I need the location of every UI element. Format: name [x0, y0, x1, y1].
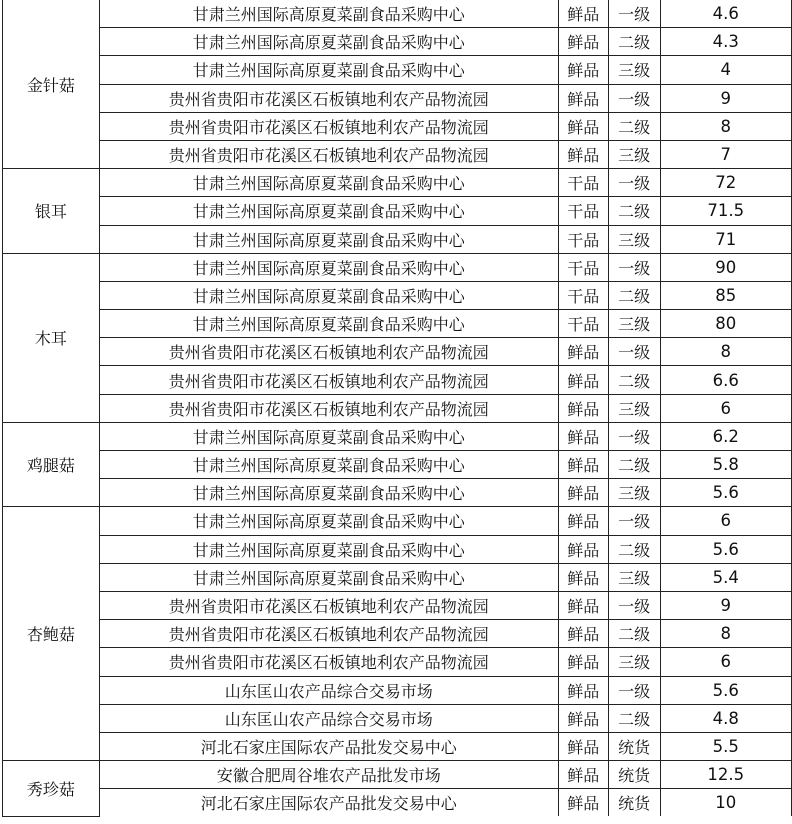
table-row — [3, 84, 792, 112]
type-cell: 鲜品 — [558, 451, 608, 479]
table-row — [3, 310, 792, 338]
price-cell: 6.6 — [660, 366, 791, 394]
table-row — [3, 0, 792, 28]
price-table — [2, 0, 792, 817]
market-cell: 甘肃兰州国际高原夏菜副食品采购中心 — [99, 28, 558, 56]
market-cell: 贵州省贵阳市花溪区石板镇地利农产品物流园 — [99, 591, 558, 619]
grade-cell: 三级 — [608, 394, 660, 422]
price-cell: 5.5 — [660, 732, 791, 760]
market-cell: 甘肃兰州国际高原夏菜副食品采购中心 — [99, 535, 558, 563]
grade-cell: 三级 — [608, 310, 660, 338]
table-row — [3, 366, 792, 394]
market-cell: 甘肃兰州国际高原夏菜副食品采购中心 — [99, 563, 558, 591]
grade-cell: 二级 — [608, 281, 660, 309]
table-row — [3, 591, 792, 619]
table-row — [3, 140, 792, 168]
table-row — [3, 761, 792, 789]
price-cell: 80 — [660, 310, 791, 338]
table-row — [3, 451, 792, 479]
price-cell: 6 — [660, 507, 791, 535]
price-cell: 4.3 — [660, 28, 791, 56]
type-cell: 鲜品 — [558, 84, 608, 112]
price-cell: 6.2 — [660, 422, 791, 450]
price-cell: 8 — [660, 338, 791, 366]
market-cell: 甘肃兰州国际高原夏菜副食品采购中心 — [99, 253, 558, 281]
price-cell: 72 — [660, 169, 791, 197]
market-cell: 甘肃兰州国际高原夏菜副食品采购中心 — [99, 56, 558, 84]
type-cell: 鲜品 — [558, 789, 608, 817]
grade-cell: 统货 — [608, 761, 660, 789]
price-cell: 71.5 — [660, 197, 791, 225]
table-row — [3, 732, 792, 760]
table-row — [3, 169, 792, 197]
table-row — [3, 281, 792, 309]
grade-cell: 二级 — [608, 620, 660, 648]
product-name-cell: 金针菇 — [3, 0, 100, 169]
price-cell: 12.5 — [660, 761, 791, 789]
grade-cell: 一级 — [608, 591, 660, 619]
grade-cell: 统货 — [608, 732, 660, 760]
table-row — [3, 507, 792, 535]
product-name-cell: 杏鲍菇 — [3, 507, 100, 761]
grade-cell: 一级 — [608, 338, 660, 366]
type-cell: 鲜品 — [558, 394, 608, 422]
type-cell: 鲜品 — [558, 422, 608, 450]
market-cell: 贵州省贵阳市花溪区石板镇地利农产品物流园 — [99, 620, 558, 648]
market-cell: 贵州省贵阳市花溪区石板镇地利农产品物流园 — [99, 140, 558, 168]
price-cell: 5.6 — [660, 479, 791, 507]
grade-cell: 三级 — [608, 56, 660, 84]
type-cell: 干品 — [558, 310, 608, 338]
table-row — [3, 422, 792, 450]
table-row — [3, 56, 792, 84]
table-row — [3, 197, 792, 225]
price-cell: 4 — [660, 56, 791, 84]
market-cell: 贵州省贵阳市花溪区石板镇地利农产品物流园 — [99, 366, 558, 394]
price-cell: 9 — [660, 591, 791, 619]
grade-cell: 二级 — [608, 366, 660, 394]
type-cell: 鲜品 — [558, 648, 608, 676]
table-row — [3, 563, 792, 591]
table-row — [3, 225, 792, 253]
grade-cell: 一级 — [608, 0, 660, 28]
price-cell: 90 — [660, 253, 791, 281]
product-name-cell: 木耳 — [3, 253, 100, 422]
table-row — [3, 112, 792, 140]
grade-cell: 三级 — [608, 563, 660, 591]
type-cell: 鲜品 — [558, 761, 608, 789]
table-row — [3, 676, 792, 704]
price-cell: 7 — [660, 140, 791, 168]
price-cell: 5.6 — [660, 535, 791, 563]
type-cell: 鲜品 — [558, 28, 608, 56]
type-cell: 鲜品 — [558, 56, 608, 84]
price-cell: 9 — [660, 84, 791, 112]
market-cell: 贵州省贵阳市花溪区石板镇地利农产品物流园 — [99, 338, 558, 366]
market-cell: 安徽合肥周谷堆农产品批发市场 — [99, 761, 558, 789]
market-cell: 贵州省贵阳市花溪区石板镇地利农产品物流园 — [99, 648, 558, 676]
type-cell: 干品 — [558, 281, 608, 309]
market-cell: 甘肃兰州国际高原夏菜副食品采购中心 — [99, 169, 558, 197]
market-cell: 贵州省贵阳市花溪区石板镇地利农产品物流园 — [99, 84, 558, 112]
product-name-cell: 鸡腿菇 — [3, 422, 100, 507]
grade-cell: 统货 — [608, 789, 660, 817]
product-name-cell: 秀珍菇 — [3, 761, 100, 817]
price-cell: 4.8 — [660, 704, 791, 732]
market-cell: 甘肃兰州国际高原夏菜副食品采购中心 — [99, 281, 558, 309]
price-cell: 4.6 — [660, 0, 791, 28]
type-cell: 鲜品 — [558, 366, 608, 394]
type-cell: 鲜品 — [558, 591, 608, 619]
market-cell: 甘肃兰州国际高原夏菜副食品采购中心 — [99, 0, 558, 28]
table-row — [3, 28, 792, 56]
table-row — [3, 479, 792, 507]
product-name-cell: 银耳 — [3, 169, 100, 254]
market-cell: 山东匡山农产品综合交易市场 — [99, 676, 558, 704]
type-cell: 鲜品 — [558, 507, 608, 535]
grade-cell: 一级 — [608, 169, 660, 197]
type-cell: 鲜品 — [558, 676, 608, 704]
type-cell: 干品 — [558, 225, 608, 253]
market-cell: 贵州省贵阳市花溪区石板镇地利农产品物流园 — [99, 112, 558, 140]
type-cell: 鲜品 — [558, 704, 608, 732]
market-cell: 甘肃兰州国际高原夏菜副食品采购中心 — [99, 310, 558, 338]
grade-cell: 三级 — [608, 648, 660, 676]
table-row — [3, 338, 792, 366]
type-cell: 鲜品 — [558, 732, 608, 760]
grade-cell: 一级 — [608, 253, 660, 281]
table-row — [3, 648, 792, 676]
price-cell: 6 — [660, 394, 791, 422]
type-cell: 鲜品 — [558, 112, 608, 140]
type-cell: 鲜品 — [558, 620, 608, 648]
grade-cell: 二级 — [608, 535, 660, 563]
price-cell: 85 — [660, 281, 791, 309]
table-row — [3, 394, 792, 422]
market-cell: 甘肃兰州国际高原夏菜副食品采购中心 — [99, 197, 558, 225]
table-row — [3, 789, 792, 817]
grade-cell: 一级 — [608, 422, 660, 450]
price-cell: 8 — [660, 112, 791, 140]
table-row — [3, 620, 792, 648]
grade-cell: 二级 — [608, 704, 660, 732]
grade-cell: 一级 — [608, 507, 660, 535]
price-cell: 71 — [660, 225, 791, 253]
price-cell: 6 — [660, 648, 791, 676]
price-cell: 5.4 — [660, 563, 791, 591]
price-cell: 5.8 — [660, 451, 791, 479]
market-cell: 甘肃兰州国际高原夏菜副食品采购中心 — [99, 507, 558, 535]
grade-cell: 二级 — [608, 197, 660, 225]
market-cell: 甘肃兰州国际高原夏菜副食品采购中心 — [99, 422, 558, 450]
table-row — [3, 253, 792, 281]
market-cell: 河北石家庄国际农产品批发交易中心 — [99, 732, 558, 760]
table-row — [3, 704, 792, 732]
grade-cell: 三级 — [608, 225, 660, 253]
market-cell: 河北石家庄国际农产品批发交易中心 — [99, 789, 558, 817]
grade-cell: 二级 — [608, 112, 660, 140]
type-cell: 鲜品 — [558, 0, 608, 28]
type-cell: 干品 — [558, 197, 608, 225]
grade-cell: 一级 — [608, 676, 660, 704]
market-cell: 山东匡山农产品综合交易市场 — [99, 704, 558, 732]
grade-cell: 二级 — [608, 28, 660, 56]
grade-cell: 三级 — [608, 140, 660, 168]
price-cell: 10 — [660, 789, 791, 817]
price-cell: 5.6 — [660, 676, 791, 704]
type-cell: 鲜品 — [558, 479, 608, 507]
type-cell: 鲜品 — [558, 140, 608, 168]
market-cell: 甘肃兰州国际高原夏菜副食品采购中心 — [99, 225, 558, 253]
market-cell: 贵州省贵阳市花溪区石板镇地利农产品物流园 — [99, 394, 558, 422]
price-cell: 8 — [660, 620, 791, 648]
grade-cell: 二级 — [608, 451, 660, 479]
type-cell: 干品 — [558, 253, 608, 281]
grade-cell: 三级 — [608, 479, 660, 507]
type-cell: 鲜品 — [558, 535, 608, 563]
type-cell: 干品 — [558, 169, 608, 197]
type-cell: 鲜品 — [558, 338, 608, 366]
type-cell: 鲜品 — [558, 563, 608, 591]
market-cell: 甘肃兰州国际高原夏菜副食品采购中心 — [99, 451, 558, 479]
grade-cell: 一级 — [608, 84, 660, 112]
table-row — [3, 535, 792, 563]
price-table-body — [3, 0, 792, 816]
market-cell: 甘肃兰州国际高原夏菜副食品采购中心 — [99, 479, 558, 507]
